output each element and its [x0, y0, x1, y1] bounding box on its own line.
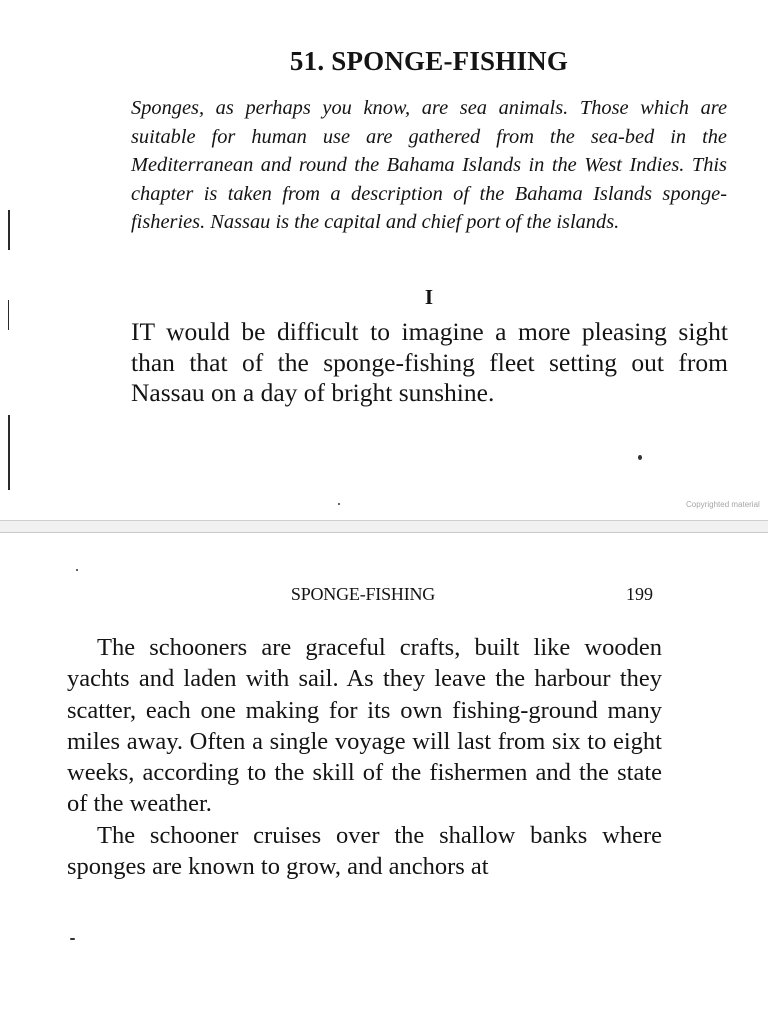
opening-paragraph: IT would be difficult to imagine a more pleasing sight than that of the sponge-fishing fleet setting out from Nassau on a day of bright sunshine. [131, 317, 728, 407]
scan-speck [76, 569, 78, 571]
section-numeral: I [424, 285, 434, 309]
running-head: SPONGE-FISHING [290, 584, 436, 604]
scan-speck [338, 503, 340, 505]
scan-margin-mark [8, 210, 10, 250]
body-text [67, 632, 662, 882]
scan-margin-mark [8, 415, 10, 490]
scan-speck [638, 455, 642, 460]
page-number: 199 [626, 584, 653, 604]
scan-margin-mark [8, 300, 9, 330]
scan-speck [70, 938, 75, 940]
body-paragraph: The schooner cruises over the shallow banks where sponges are known to grow, and anchors at [67, 821, 662, 881]
chapter-title: 51. SPONGE-FISHING [289, 46, 569, 76]
body-paragraph: The schooners are graceful crafts, built like wooden yachts and laden with sail. As they leave the harbour they scatter, each one making for its own fishing-ground many miles away. Often a single voyage will last from six to eight weeks, according to the skill of the fishermen and the state of the weather. [67, 634, 662, 818]
chapter-introduction: Sponges, as perhaps you know, are sea animals. Those which are suitable for human use are gathered from the sea-bed in the Mediterranean and round the Bahama Islands in the West Indies. This chapter is taken from a description of the Bahama Islands sponge-fisheries. Nassau is the capital and chief port of the islands. [131, 97, 727, 234]
page-separator [0, 520, 768, 533]
copyright-note: Copyrighted material [686, 500, 760, 509]
